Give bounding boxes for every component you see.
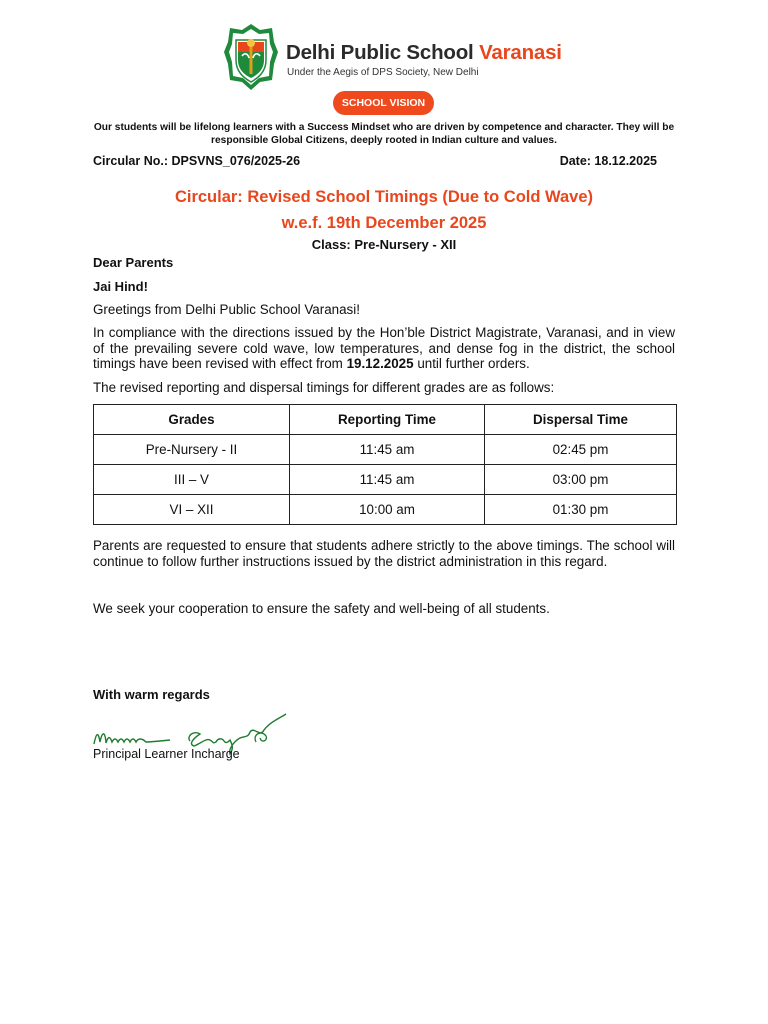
effective-date: 19.12.2025 xyxy=(346,356,414,372)
timings-table xyxy=(93,404,677,525)
table-header-row xyxy=(94,405,677,435)
table-row xyxy=(94,495,677,525)
table-intro-paragraph: The revised reporting and dispersal timings for different grades are as follows: xyxy=(93,380,555,395)
dispersal-time-cell: 03:00 pm xyxy=(485,465,677,495)
closing-regards: With warm regards xyxy=(93,687,210,702)
reporting-time-cell: 11:45 am xyxy=(290,465,485,495)
grade-cell: VI – XII xyxy=(94,495,290,525)
school-subtitle: Under the Aegis of DPS Society, New Delhi xyxy=(287,67,479,78)
circular-number: Circular No.: DPSVNS_076/2025-26 xyxy=(93,154,301,168)
header-grades: Grades xyxy=(94,405,290,435)
class-range: Class: Pre-Nursery - XII xyxy=(311,237,457,252)
cooperation-paragraph: We seek your cooperation to ensure the safety and well-being of all students. xyxy=(93,601,550,616)
school-vision-badge: SCHOOL VISION xyxy=(333,91,434,115)
intro-paragraph: Greetings from Delhi Public School Varanasi! xyxy=(93,302,360,317)
table-row xyxy=(94,435,677,465)
school-city: Varanasi xyxy=(479,41,562,64)
grade-cell: III – V xyxy=(94,465,290,495)
circular-date: Date: 18.12.2025 xyxy=(559,154,657,168)
dispersal-time-cell: 02:45 pm xyxy=(485,435,677,465)
circular-title: Circular: Revised School Timings (Due to Cold Wave) xyxy=(174,188,594,206)
table-row xyxy=(94,465,677,495)
dispersal-time-cell: 01:30 pm xyxy=(485,495,677,525)
salutation: Dear Parents xyxy=(93,255,174,270)
school-crest-icon xyxy=(222,22,280,92)
compliance-paragraph: In compliance with the directions issued by the Hon’ble District Magistrate, Varanasi, and in view of the prevailing severe cold wave, low temperatures, and dense fog in the district, the school timings have been revised with effect from 19.12.2025 until further orders. xyxy=(93,325,675,372)
school-name: Delhi Public School Varanasi xyxy=(286,41,562,64)
greeting-jai-hind: Jai Hind! xyxy=(93,279,148,294)
school-vision-text: Our students will be lifelong learners with a Success Mindset who are driven by competence and character. They will be responsible Global Citizens, deeply rooted in Indian culture and values. xyxy=(93,122,675,146)
header-reporting-time: Reporting Time xyxy=(290,405,485,435)
reporting-time-cell: 10:00 am xyxy=(290,495,485,525)
grade-cell: Pre-Nursery - II xyxy=(94,435,290,465)
adherence-paragraph: Parents are requested to ensure that students adhere strictly to the above timings. The school will continue to follow further instructions issued by the district administration in this regard. xyxy=(93,538,675,569)
signatory-designation: Principal Learner Incharge xyxy=(93,747,240,761)
header-dispersal-time: Dispersal Time xyxy=(485,405,677,435)
effective-date-title: w.e.f. 19th December 2025 xyxy=(281,214,487,232)
reporting-time-cell: 11:45 am xyxy=(290,435,485,465)
